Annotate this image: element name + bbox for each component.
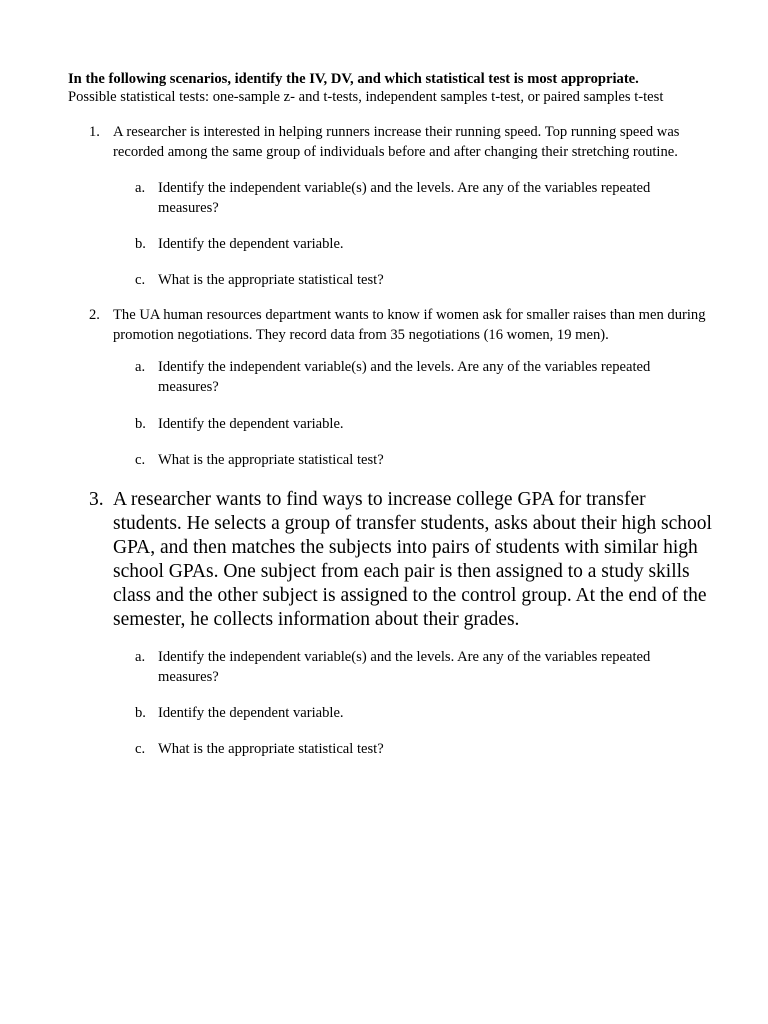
part-letter: b. — [135, 416, 146, 432]
question-text: A researcher wants to find ways to increase college GPA for transfer students. He selects a group of transfer students, asks about their high school GPA, and then matches the subjects into pairs of students with similar high school GPAs. One subject from each pair is then assigned to a study skills class and the other subject is assigned to the control group. At the end of the semester, he collects information about their grades. — [113, 489, 712, 630]
part-text: Identify the independent variable(s) and the levels. Are any of the variables repeated measures? — [158, 359, 651, 395]
part-text: Identify the dependent variable. — [158, 416, 344, 432]
part-letter: c. — [135, 272, 146, 288]
question-text: The UA human resources department wants to know if women ask for smaller raises than men during promotion negotiations. They record data from 35 negotiations (16 women, 19 men). — [113, 307, 706, 343]
part-text: What is the appropriate statistical test? — [158, 741, 384, 757]
question-number: 2. — [89, 307, 100, 323]
part-letter: b. — [135, 236, 146, 252]
part-text: What is the appropriate statistical test? — [158, 272, 384, 288]
question-text: A researcher is interested in helping runners increase their running speed. Top running speed was recorded among the same group of individuals before and after changing their stretching routine. — [113, 124, 680, 160]
part-letter: b. — [135, 705, 146, 721]
part-letter: a. — [135, 359, 146, 375]
instructions-heading: In the following scenarios, identify the IV, DV, and which statistical test is most appropriate. — [68, 71, 639, 87]
question-number: 1. — [89, 124, 100, 140]
part-text: Identify the dependent variable. — [158, 705, 344, 721]
part-letter: a. — [135, 649, 146, 665]
part-text: Identify the independent variable(s) and the levels. Are any of the variables repeated measures? — [158, 649, 651, 685]
instructions-subheading: Possible statistical tests: one-sample z- and t-tests, independent samples t-test, or paired samples t-test — [68, 89, 664, 105]
part-text: Identify the dependent variable. — [158, 236, 344, 252]
part-text: What is the appropriate statistical test? — [158, 452, 384, 468]
part-text: Identify the independent variable(s) and the levels. Are any of the variables repeated measures? — [158, 180, 651, 216]
part-letter: a. — [135, 180, 146, 196]
part-letter: c. — [135, 741, 146, 757]
part-letter: c. — [135, 452, 146, 468]
question-number: 3. — [89, 489, 104, 510]
